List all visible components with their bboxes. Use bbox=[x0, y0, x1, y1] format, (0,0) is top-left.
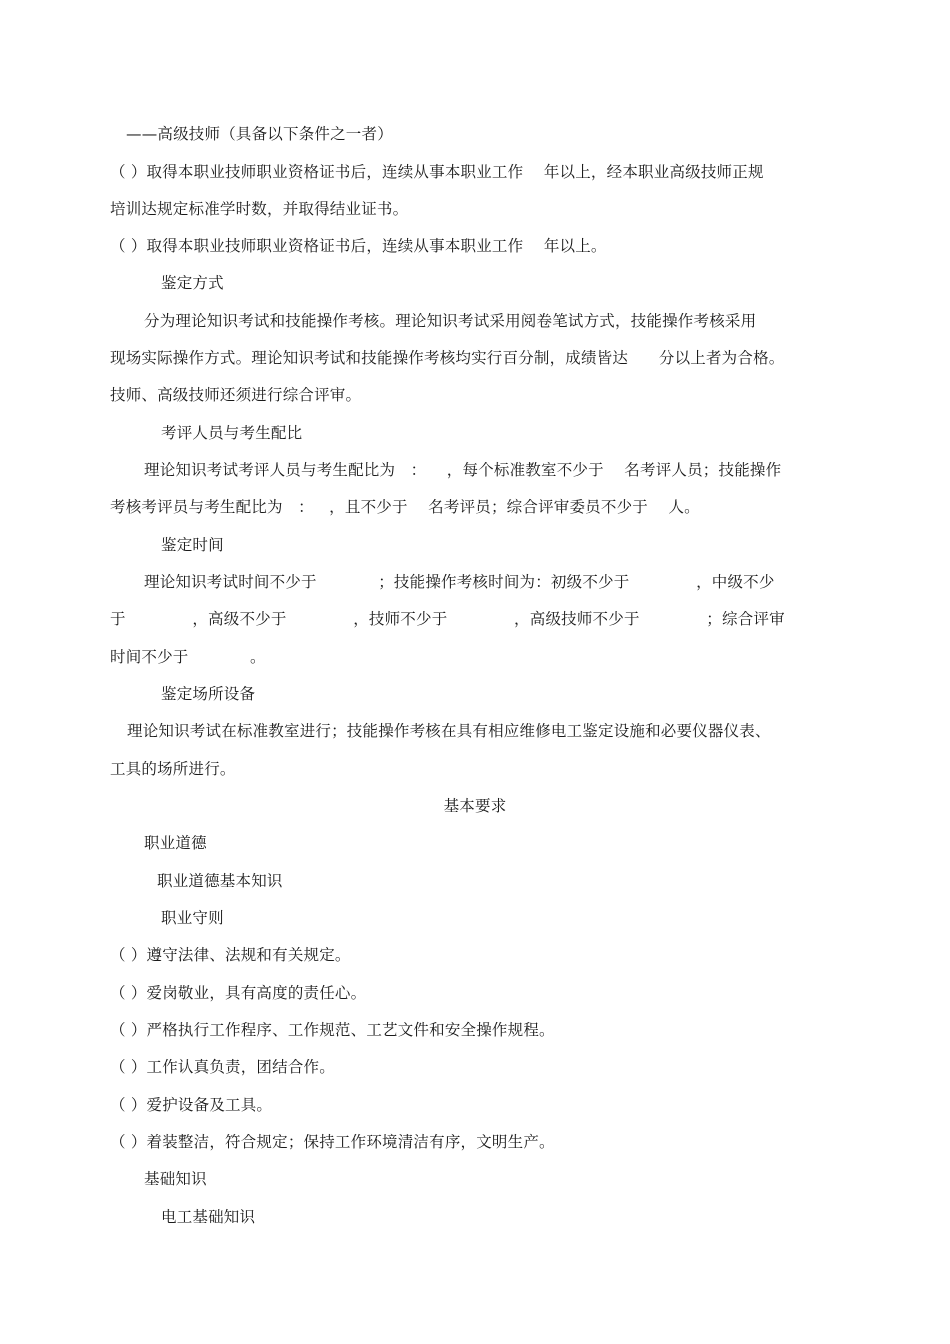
paragraph-line: 时间不少于 。 bbox=[110, 648, 266, 666]
paragraph-line: 现场实际操作方式。理论知识考试和技能操作考核均实行百分制，成绩皆达 分以上者为合格。 bbox=[110, 349, 785, 367]
code-of-conduct-item: （ ）爱岗敬业，具有高度的责任心。 bbox=[110, 984, 367, 1002]
code-of-conduct-item: （ ）遵守法律、法规和有关规定。 bbox=[110, 946, 351, 964]
condition-item: （ ）取得本职业技师职业资格证书后，连续从事本职业工作 年以上，经本职业高级技师正规 bbox=[110, 163, 764, 181]
code-of-conduct-item: （ ）着装整洁，符合规定；保持工作环境清洁有序，文明生产。 bbox=[110, 1133, 555, 1151]
section-heading: 鉴定场所设备 bbox=[161, 685, 256, 703]
section-heading: 鉴定时间 bbox=[161, 536, 224, 554]
subsubsection-heading: 职业道德基本知识 bbox=[157, 872, 283, 890]
paragraph-line: 分为理论知识考试和技能操作考核。理论知识考试采用阅卷笔试方式，技能操作考核采用 bbox=[144, 312, 757, 330]
code-of-conduct-item: （ ）严格执行工作程序、工作规范、工艺文件和安全操作规程。 bbox=[110, 1021, 555, 1039]
qualification-heading: ——高级技师（具备以下条件之一者） bbox=[126, 125, 393, 143]
condition-item-continued: 培训达规定标准学时数，并取得结业证书。 bbox=[110, 200, 409, 218]
paragraph-line: 理论知识考试在标准教室进行；技能操作考核在具有相应维修电工鉴定设施和必要仪器仪表、 bbox=[127, 722, 771, 740]
subsection-heading: 职业道德 bbox=[144, 834, 207, 852]
paragraph-line: 于 ，高级不少于 ，技师不少于 ，高级技师不少于 ；综合评审 bbox=[110, 610, 785, 628]
subsection-heading: 基础知识 bbox=[144, 1170, 207, 1188]
paragraph-line: 理论知识考试考评人员与考生配比为 ： ，每个标准教室不少于 名考评人员；技能操作 bbox=[144, 461, 782, 479]
section-heading: 鉴定方式 bbox=[161, 274, 224, 292]
subsubsection-heading: 电工基础知识 bbox=[161, 1208, 256, 1226]
paragraph-line: 理论知识考试时间不少于 ；技能操作考核时间为：初级不少于 ，中级不少 bbox=[144, 573, 775, 591]
paragraph-line: 技师、高级技师还须进行综合评审。 bbox=[110, 386, 362, 404]
subsubsection-heading: 职业守则 bbox=[161, 909, 224, 927]
section-heading: 考评人员与考生配比 bbox=[161, 424, 303, 442]
code-of-conduct-item: （ ）工作认真负责，团结合作。 bbox=[110, 1058, 335, 1076]
paragraph-line: 工具的场所进行。 bbox=[110, 760, 236, 778]
code-of-conduct-item: （ ）爱护设备及工具。 bbox=[110, 1096, 273, 1114]
condition-item: （ ）取得本职业技师职业资格证书后，连续从事本职业工作 年以上。 bbox=[110, 237, 607, 255]
paragraph-line: 考核考评员与考生配比为 ： ，且不少于 名考评员；综合评审委员不少于 人。 bbox=[110, 498, 700, 516]
chapter-title: 基本要求 bbox=[443, 797, 507, 815]
